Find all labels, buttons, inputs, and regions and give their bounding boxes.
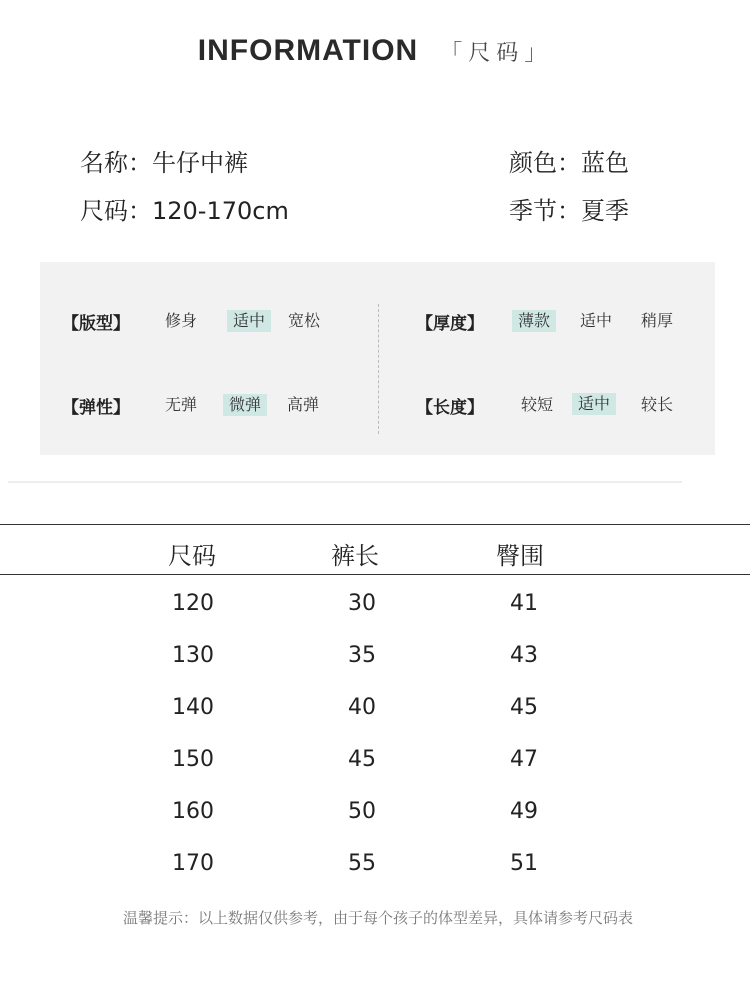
page-header (0, 34, 750, 68)
table-cell-size: 160 (172, 799, 214, 824)
table-cell-length: 45 (348, 747, 376, 772)
table-cell-hip: 49 (510, 799, 538, 824)
header-title-en: INFORMATION (197, 34, 419, 67)
table-cell-size: 170 (172, 851, 214, 876)
info-size: 尺码：120-170cm (80, 197, 289, 225)
spec-option-length: 较长 (641, 395, 674, 414)
spec-option-elasticity-selected: 微弹 (223, 394, 267, 416)
table-header-border (0, 574, 750, 575)
spec-option-length: 较短 (521, 395, 554, 414)
spec-label-length: 【长度】 (416, 398, 484, 418)
spec-option-length-selected: 适中 (572, 393, 616, 415)
table-header-size: 尺码 (168, 542, 216, 570)
table-cell-hip: 47 (510, 747, 538, 772)
info-color: 颜色：蓝色 (509, 149, 629, 177)
info-season: 季节：夏季 (509, 197, 629, 225)
table-cell-hip: 43 (510, 643, 538, 668)
table-cell-size: 140 (172, 695, 214, 720)
spec-label-thickness: 【厚度】 (416, 314, 484, 334)
table-header-hip: 臀围 (496, 542, 544, 570)
table-header-length: 裤长 (331, 542, 379, 570)
spec-label-elasticity: 【弹性】 (62, 398, 130, 418)
table-top-border (0, 524, 750, 525)
table-cell-size: 150 (172, 747, 214, 772)
spec-panel (40, 262, 715, 455)
header-title-cn: 「尺码」 (440, 40, 553, 66)
table-cell-length: 50 (348, 799, 376, 824)
section-divider (8, 481, 682, 483)
spec-option-elasticity: 高弹 (287, 395, 320, 414)
spec-option-elasticity: 无弹 (165, 395, 198, 414)
table-cell-hip: 45 (510, 695, 538, 720)
table-cell-length: 30 (348, 591, 376, 616)
table-cell-size: 120 (172, 591, 214, 616)
table-cell-size: 130 (172, 643, 214, 668)
footnote: 温馨提示：以上数据仅供参考，由于每个孩子的体型差异，具体请参考尺码表 (122, 909, 633, 927)
table-cell-hip: 41 (510, 591, 538, 616)
spec-divider (378, 304, 379, 434)
spec-option-fit: 宽松 (288, 311, 321, 330)
table-cell-length: 35 (348, 643, 376, 668)
spec-option-thickness: 适中 (580, 311, 613, 330)
table-cell-length: 55 (348, 851, 376, 876)
info-name: 名称：牛仔中裤 (80, 149, 248, 177)
spec-option-thickness-selected: 薄款 (512, 310, 556, 332)
spec-option-thickness: 稍厚 (641, 311, 674, 330)
table-cell-length: 40 (348, 695, 376, 720)
table-cell-hip: 51 (510, 851, 538, 876)
spec-option-fit-selected: 适中 (227, 310, 271, 332)
spec-label-fit: 【版型】 (62, 314, 130, 334)
spec-option-fit: 修身 (165, 311, 198, 330)
